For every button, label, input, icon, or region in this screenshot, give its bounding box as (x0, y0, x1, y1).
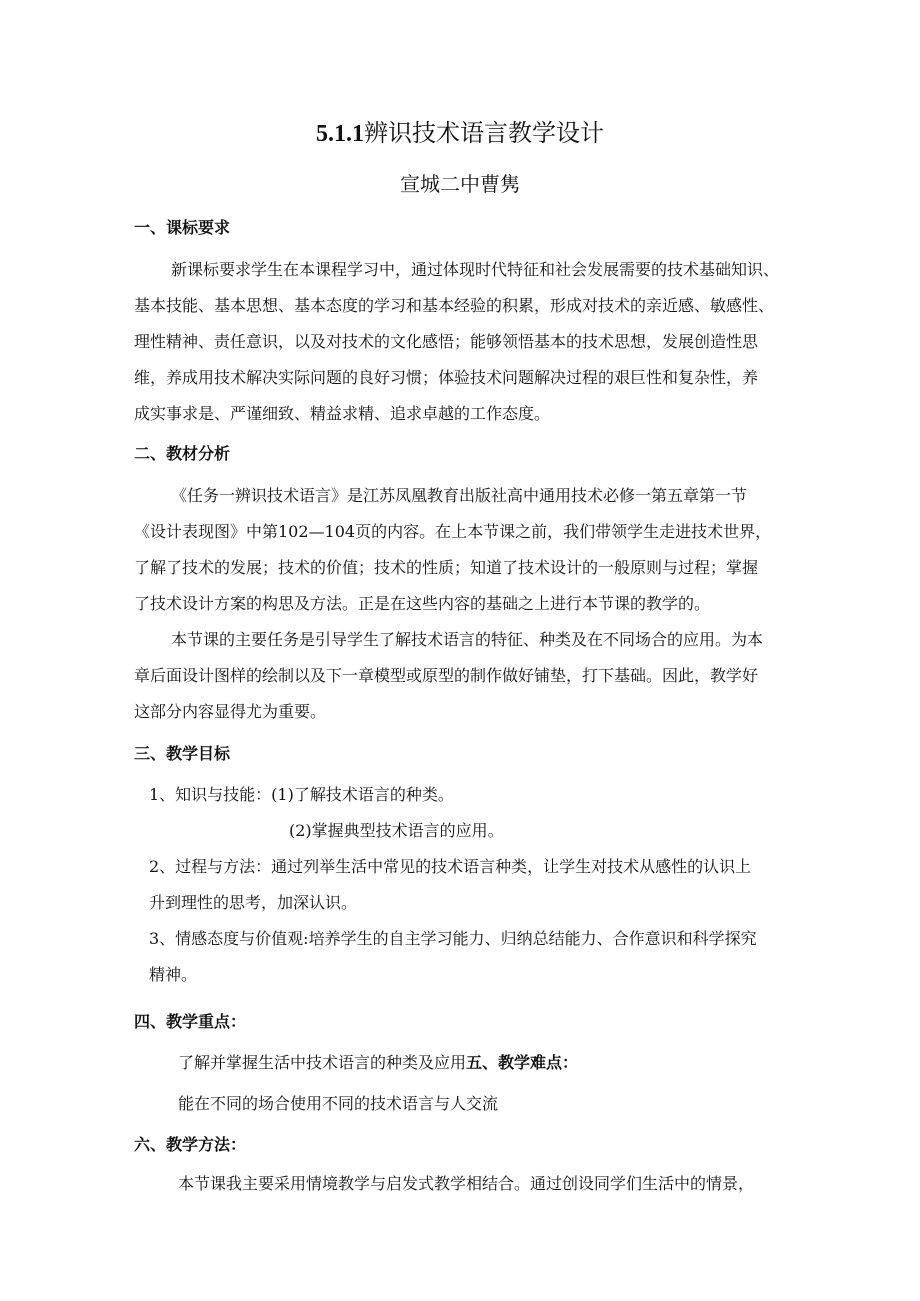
goal-line: 2、过程与方法：通过列举生活中常见的技术语言种类，让学生对技术从感性的认识上 (149, 857, 752, 876)
paragraph-line: 了技术设计方案的构思及方法。正是在这些内容的基础之上进行本节课的教学的。 (134, 594, 711, 613)
section-heading-6: 六、教学方法： (134, 1135, 247, 1154)
paragraph-line: 本节课我主要采用情境教学与启发式教学相结合。通过创设同学们生活中的情景， (178, 1174, 755, 1193)
section-heading-2: 二、教材分析 (134, 444, 231, 463)
goal-line: 1、知识与技能：(1)了解技术语言的种类。 (149, 785, 454, 804)
goal-line: 升到理性的思考，加深认识。 (149, 893, 358, 912)
document-title (0, 117, 920, 150)
paragraph-line: 维，养成用技术解决实际问题的良好习惯；体验技术问题解决过程的艰巨性和复杂性，养 (134, 368, 759, 387)
goal-line: 精神。 (149, 965, 198, 984)
section-heading-1: 一、课标要求 (134, 218, 231, 237)
section-heading-4: 四、教学重点： (134, 1012, 247, 1031)
paragraph-line: 基本技能、基本思想、基本态度的学习和基本经验的积累，形成对技术的亲近感、敏感性、 (134, 296, 775, 315)
key-point-line (178, 1052, 578, 1074)
title-text: 辨识技术语言教学设计 (364, 119, 604, 147)
paragraph-line: 了解了技术的发展；技术的价值；技术的性质；知道了技术设计的一般原则与过程；掌握 (134, 558, 759, 577)
goal-line: 3、情感态度与价值观:培养学生的自主学习能力、归纳总结能力、合作意识和科学探究 (149, 929, 757, 948)
title-number: 5.1.1 (316, 121, 364, 147)
key-point-text: 了解并掌握生活中技术语言的种类及应用 (178, 1053, 467, 1072)
paragraph-line: 成实事求是、严谨细致、精益求精、追求卓越的工作态度。 (134, 404, 551, 423)
section-heading-3: 三、教学目标 (134, 744, 231, 763)
paragraph-line: 理性精神、责任意识，以及对技术的文化感悟；能够领悟基本的技术思想，发展创造性思 (134, 332, 759, 351)
paragraph-line: 这部分内容显得尤为重要。 (134, 702, 327, 721)
document-subtitle: 宣城二中曹隽 (400, 172, 520, 196)
paragraph-line: 本节课的主要任务是引导学生了解技术语言的特征、种类及在不同场合的应用。为本 (171, 630, 764, 649)
goal-line: (2)掌握典型技术语言的应用。 (289, 821, 504, 840)
section-heading-5: 五、教学难点： (466, 1053, 579, 1072)
paragraph-line: 新课标要求学生在本课程学习中，通过体现时代特征和社会发展需要的技术基础知识、 (171, 260, 780, 279)
paragraph-line: 章后面设计图样的绘制以及下一章模型或原型的制作做好铺垫，打下基础。因此，教学好 (134, 666, 759, 685)
paragraph-line: 《任务一辨识技术语言》是江苏凤凰教育出版社高中通用技术必修一第五章第一节 (171, 486, 748, 505)
difficulty-line: 能在不同的场合使用不同的技术语言与人交流 (178, 1094, 499, 1113)
paragraph-line: 《设计表现图》中第102—104页的内容。在上本节课之前，我们带领学生走进技术世界， (134, 522, 772, 541)
